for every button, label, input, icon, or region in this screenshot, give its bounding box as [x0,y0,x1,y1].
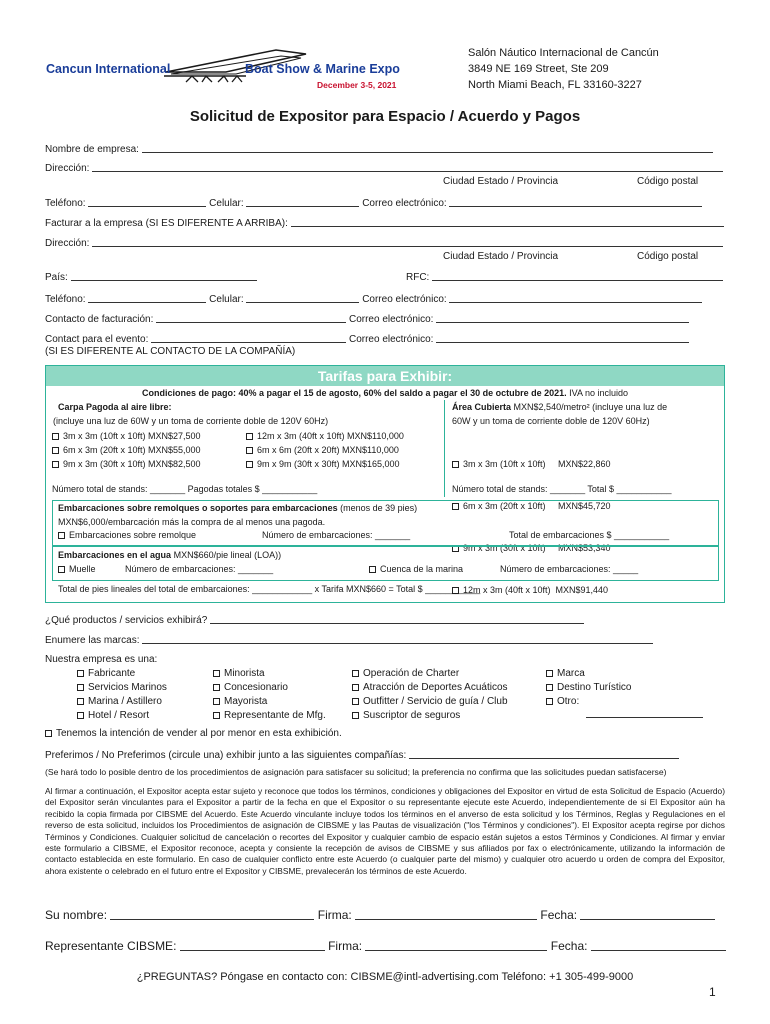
company-type-option[interactable] [352,695,508,709]
pagoda-option-label: 9m x 3m (30ft x 10ft) MXN$82,500 [63,459,201,469]
company-type-option-label: Servicios Marinos [88,682,167,693]
cell2-label: Celular: [209,294,244,305]
address-label: Dirección: [45,163,90,174]
pagoda-option-label: 3m x 3m (10ft x 10ft) MXN$27,500 [63,431,201,441]
covered-area-option[interactable] [452,457,611,471]
logo [46,42,400,97]
covered-area-option-label: 12m x 3m (40ft x 10ft) MXN$91,440 [463,585,609,595]
checkbox[interactable] [52,433,59,440]
checkbox[interactable] [58,566,65,573]
covered-area-row [452,402,667,412]
trailers-price: MXN$6,000/embarcación más la compra de al menos una pagoda. [58,517,326,527]
phone-label: Teléfono: [45,198,86,209]
checkbox[interactable] [213,712,220,719]
covered-area-total: Número total de stands: _______ Total $ ___________ [452,484,672,494]
checkbox[interactable] [369,566,376,573]
company-type-option-label: Marca [557,668,585,679]
rep-field[interactable] [180,941,325,951]
covered-area-title: Área Cubierta [452,402,512,412]
date-field[interactable] [580,910,715,920]
company-name-row [45,143,713,155]
iva-note: IVA no incluido [569,388,629,398]
checkbox[interactable] [546,684,553,691]
checkbox[interactable] [352,698,359,705]
company-type-option[interactable] [213,709,326,723]
other-field[interactable] [586,708,703,718]
company-type-option-label: Marina / Astillero [88,696,162,707]
company-type-option-label: Operación de Charter [363,668,460,679]
email-label: Correo electrónico: [362,198,447,209]
company-type-option-label: Suscriptor de seguros [363,710,461,721]
company-name-label: Nombre de empresa: [45,144,139,155]
header-address [468,45,659,93]
your-name-field[interactable] [110,910,314,920]
checkbox[interactable] [52,461,59,468]
covered-area-option-label: 3m x 3m (10ft x 10ft) MXN$22,860 [463,459,611,469]
pagoda-desc: (incluye una luz de 60W y un toma de corriente doble de 120V 60Hz) [53,416,329,426]
trailers-option-label: Embarcaciones sobre remolque [69,530,197,540]
company-type-option[interactable] [546,667,631,681]
email4-field[interactable] [436,333,689,343]
checkbox[interactable] [352,712,359,719]
billing-contact-row [45,313,689,325]
page-title: Solicitud de Expositor para Espacio / Acuerdo y Pagos [189,108,581,125]
company-type-option[interactable] [352,667,508,681]
signature-row [45,908,715,922]
preference-note: (Se hará todo lo posible dentro de los procedimientos de asignación para satisfacer su solicitud; la preferencia no confirma que las solicitudes puedan satisfacerse) [45,767,667,777]
company-type-option[interactable] [352,681,508,695]
checkbox[interactable] [213,698,220,705]
cell-field[interactable] [246,197,359,207]
country-row [45,271,257,283]
billing-contact-label: Contacto de facturación: [45,314,154,325]
in-water-heading-row [58,550,281,560]
rfc-row [406,271,723,283]
city2-label: Ciudad Estado / Provincia [443,251,559,262]
rfc-label: RFC: [406,272,430,283]
checkbox[interactable] [77,698,84,705]
company-type-option[interactable] [77,709,167,723]
covered-area-option-label: 6m x 3m (20ft x 10ft) MXN$45,720 [463,501,611,511]
event-contact-field[interactable] [151,333,346,343]
company-type-option-label: Otro: [557,696,580,707]
checkbox[interactable] [77,684,84,691]
pagoda-total: Número total de stands: _______ Pagodas totales $ ___________ [52,484,318,494]
preference-row [45,749,679,761]
pagoda-options-col2 [246,429,404,471]
company-name-field[interactable] [142,143,713,153]
dock-option[interactable] [58,564,96,574]
phone-field[interactable] [88,197,206,207]
country-field[interactable] [71,271,257,281]
address2-label: Dirección: [45,238,90,249]
company-type-label: Nuestra empresa es una: [45,654,158,665]
payment-conditions-bold: Condiciones de pago: 40% a pagar el 15 de agosto, 60% del saldo a pagar el 30 de octubre de 2021. [141,388,567,398]
signature-field[interactable] [355,910,537,920]
checkbox[interactable] [52,447,59,454]
preference-label: Preferimos / No Preferimos (circule una) exhibir junto a las siguientes compañías: [45,750,407,761]
company-type-option[interactable] [213,681,326,695]
company-type-option[interactable] [77,695,167,709]
dock-label: Muelle [69,564,96,574]
company-type-option-label: Fabricante [88,668,136,679]
checkbox[interactable] [213,670,220,677]
company-type-option[interactable] [546,695,631,709]
brands-label: Enumere las marcas: [45,635,140,646]
payment-conditions [45,388,725,398]
email3-field[interactable] [436,313,689,323]
logo-right-text: Boat Show & Marine Expo [245,62,400,76]
company-type-option-label: Minorista [224,668,265,679]
pagoda-option[interactable] [52,457,201,471]
trailers-title: Embarcaciones sobre remolques o soportes para embarcaciones [58,503,338,513]
pagoda-option[interactable] [52,429,201,443]
pagoda-option[interactable] [246,443,404,457]
city-label: Ciudad Estado / Provincia [443,176,559,187]
products-field[interactable] [210,614,584,624]
phone2-row [45,293,702,305]
company-type-option[interactable] [77,667,167,681]
checkbox[interactable] [246,461,253,468]
rep-signature-field[interactable] [365,941,547,951]
billing-label: Facturar a la empresa (SI ES DIFERENTE A ARRIBA): [45,218,288,229]
address-line-3: North Miami Beach, FL 33160-3227 [468,79,642,91]
address-row [45,162,723,174]
rep-signature-row [45,939,726,953]
preference-field[interactable] [409,749,679,759]
products-label: ¿Qué productos / servicios exhibirá? [45,615,208,626]
rfc-field[interactable] [432,271,723,281]
company-type-col4 [546,667,631,709]
page-number: 1 [709,985,716,999]
billing-row [45,217,724,229]
pagoda-option[interactable] [246,429,404,443]
trailers-option[interactable] [58,530,196,540]
email-field[interactable] [449,197,702,207]
contact-footer: ¿PREGUNTAS? Póngase en contacto con: CIBSME@intl-advertising.com Teléfono: +1 305-499-9000 [136,971,634,983]
postal-label: Código postal [637,176,699,187]
event-contact-label: Contact para el evento: [45,334,149,345]
brands-row [45,634,653,646]
checkbox[interactable] [58,532,65,539]
billing-field[interactable] [291,217,724,227]
dock-count: Número de embarcaciones: _______ [125,564,274,574]
email4-label: Correo electrónico: [348,334,434,345]
company-type-option[interactable] [77,681,167,695]
pagoda-option[interactable] [246,457,404,471]
date-label: Fecha: [540,908,578,922]
covered-area-desc: 60W y un toma de corriente doble de 120V 60Hz) [452,416,650,426]
company-type-option-label: Hotel / Resort [88,710,150,721]
checkbox[interactable] [246,447,253,454]
retail-option[interactable] [45,728,342,739]
cell-label: Celular: [209,198,244,209]
pagoda-option-label: 6m x 6m (20ft x 20ft) MXN$110,000 [257,445,399,455]
checkbox[interactable] [45,730,52,737]
rep-date-label: Fecha: [550,939,588,953]
trailers-count: Número de embarcaciones: _______ [262,530,411,540]
postal2-label: Código postal [637,251,699,262]
logo-left-text: Cancun International [46,62,171,76]
pagoda-options-col1 [52,429,201,471]
linear-feet-total: Total de pies lineales del total de embarcaiones: ____________ x Tarifa MXN$660 = Total $ ___________ [58,584,481,594]
checkbox[interactable] [452,461,459,468]
phone-row [45,197,702,209]
phone2-label: Teléfono: [45,294,86,305]
signature-label: Firma: [317,908,352,922]
rates-heading: Tarifas para Exhibir: [46,366,724,386]
checkbox[interactable] [352,684,359,691]
covered-area-option-label: 9m x 3m (30ft x 10ft) MXN$53,340 [463,543,611,553]
marina-basin-count: Número de embarcaciones: _____ [500,564,639,574]
email2-label: Correo electrónico: [362,294,447,305]
event-contact-row [45,333,689,345]
rep-signature-label: Firma: [328,939,363,953]
company-type-option-label: Concesionario [224,682,288,693]
marina-basin-label: Cuenca de la marina [380,564,464,574]
company-type-option[interactable] [213,695,326,709]
address-field[interactable] [92,162,723,172]
company-type-option-label: Representante de Mfg. [224,710,326,721]
your-name-label: Su nombre: [45,908,108,922]
company-type-option-label: Mayorista [224,696,268,707]
in-water-title: Embarcaciones en el agua [58,550,172,560]
email3-label: Correo electrónico: [348,314,434,325]
cell2-field[interactable] [246,293,359,303]
address-line-1: Salón Náutico Internacional de Cancún [468,47,659,59]
checkbox[interactable] [77,712,84,719]
products-row [45,614,584,626]
address2-row [45,237,723,249]
logo-dates: December 3-5, 2021 [317,80,397,90]
checkbox[interactable] [546,670,553,677]
company-type-option-label: Destino Turístico [557,682,632,693]
company-type-col2 [213,667,326,723]
company-type-option[interactable] [352,709,508,723]
brands-field[interactable] [142,634,653,644]
company-type-option-label: Atracción de Deportes Acuáticos [363,682,508,693]
retail-label: Tenemos la intención de vender al por menor en esta exhibición. [56,728,342,739]
checkbox[interactable] [213,684,220,691]
rep-date-field[interactable] [591,941,726,951]
checkbox[interactable] [246,433,253,440]
pagoda-option-label: 12m x 3m (40ft x 10ft) MXN$110,000 [257,431,404,441]
trailers-note: (menos de 39 pies) [340,503,418,513]
company-type-option[interactable] [546,681,631,695]
legal-text: Al firmar a continuación, el Expositor acepta estar sujeto y reconoce que todos los términos, condiciones y obligaciones del Expositor en virtud de esta Solicitud de Espacio (Acuerdo) del Expositor serán vinculantes para el Expositor a partir de la fecha en que el Expositor o su representante ejecute este Acuerdo, independientemente de si El Expositor aún ha recibido la copia firmada por CIBSME del Acuerdo. Este Acuerdo vinculante incluye todos los términos en el anverso de esta solicitud y los Términos, Reglas y Regulaciones en el reverso de esta solicitud, incluidos los Procedimientos de asignación de CIBSME y las Pautas de visualización ("los Términos y condiciones"). El Expositor acepta regirse por dichos Términos y Condiciones. Cualquier solicitud de cancelación o recortes del Expositor y cualquier cambio de espacio están sujetos a estos Términos y Condiciones. Al firmar y enviar este formulario a CIBSME, el Expositor reconoce, acepta y consiente la recepción de avisos de CIBSME y sus afiliados por fax o electrónicamente, utilizando la información de contacto establecida en este formulario. En caso de cualquier conflicto entre este Acuerdo (o cualquier parte del mismo) y cualquier otro acuerdo u orden de compra del Expositor, ahora existente o celebrado en el futuro entre el Expositor y CIBSME, prevalecerán los términos de este Acuerdo. [45,786,725,876]
phone2-field[interactable] [88,293,206,303]
address-line-2: 3849 NE 169 Street, Ste 209 [468,63,609,75]
company-type-option-label: Outfitter / Servicio de guía / Club [363,696,508,707]
checkbox[interactable] [77,670,84,677]
marina-basin-option[interactable] [369,564,463,574]
company-type-option[interactable] [213,667,326,681]
company-type-col3 [352,667,508,723]
trailers-heading-row [58,503,417,513]
pagoda-option[interactable] [52,443,201,457]
pagoda-option-label: 6m x 3m (20ft x 10ft) MXN$55,000 [63,445,201,455]
pagoda-option-label: 9m x 9m (30ft x 30ft) MXN$165,000 [257,459,400,469]
rep-label: Representante CIBSME: [45,939,177,953]
rates-divider [444,400,445,497]
billing-contact-field[interactable] [156,313,346,323]
pagoda-title: Carpa Pagoda al aire libre: [58,402,172,412]
trailers-total: Total de embarcaciones $ ___________ [509,530,670,540]
checkbox[interactable] [546,698,553,705]
covered-area-price: MXN$2,540/metro² (incluye una luz de [513,402,668,412]
address2-field[interactable] [92,237,723,247]
company-type-col1 [77,667,167,723]
if-different-note: (SI ES DIFERENTE AL CONTACTO DE LA COMPAÑÍA) [45,346,296,357]
country-label: País: [45,272,68,283]
checkbox[interactable] [352,670,359,677]
in-water-price: MXN$660/pie lineal (LOA)) [173,550,282,560]
email2-field[interactable] [449,293,702,303]
